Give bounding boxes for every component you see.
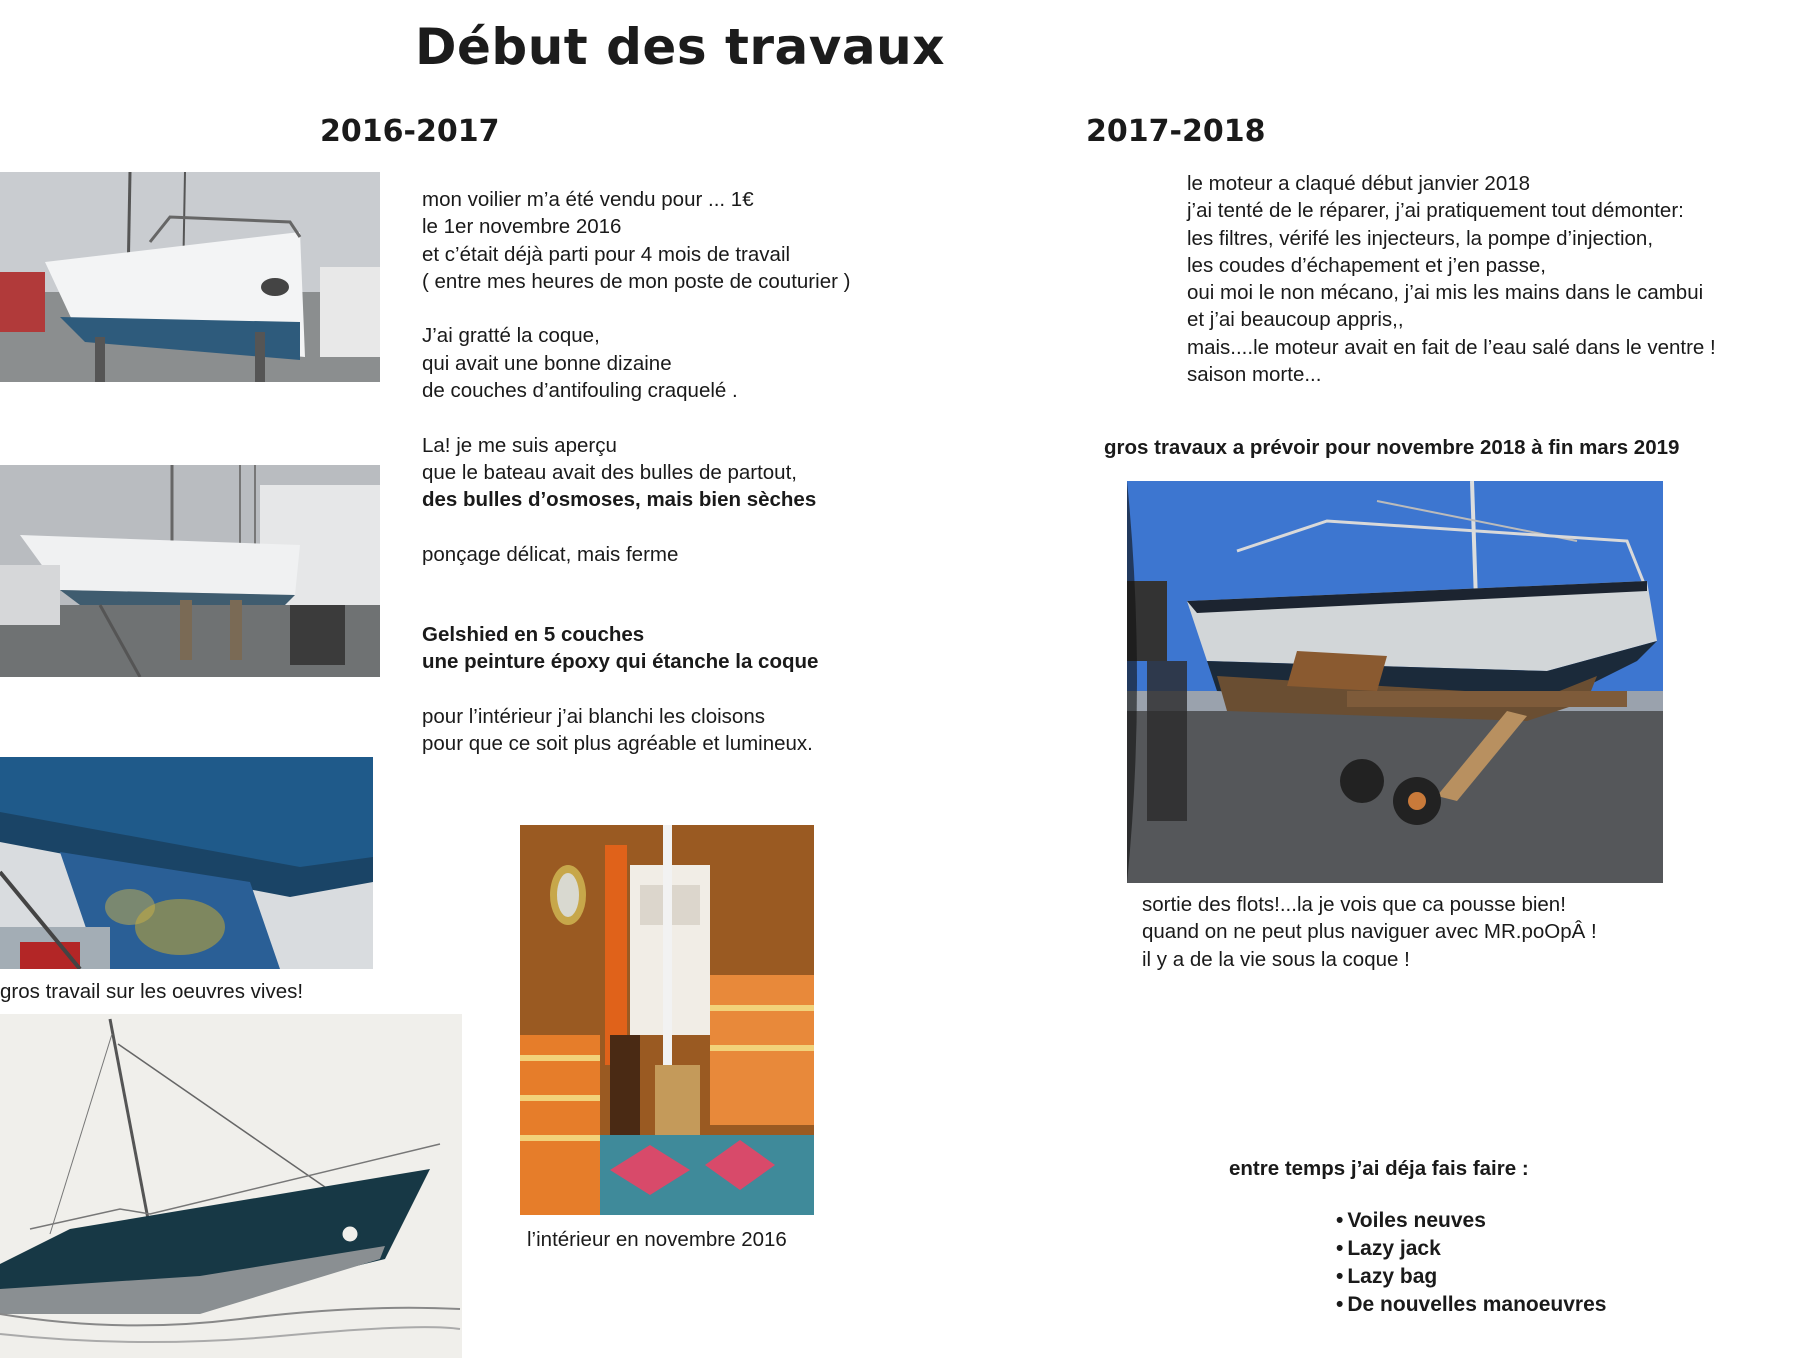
text-line: ponçage délicat, mais ferme bbox=[422, 542, 679, 566]
list-item: • Lazy bag bbox=[1336, 1263, 1606, 1291]
photo-hull-closeup bbox=[0, 757, 373, 969]
text-line: La! je me suis aperçu bbox=[422, 433, 617, 457]
text-line: et c’était déjà parti pour 4 mois de travail bbox=[422, 242, 791, 266]
text-line: j’ai tenté de le réparer, j’ai pratiquement tout démonter: bbox=[1187, 199, 1684, 223]
text-line: sortie des flots!...la je vois que ca pousse bien! bbox=[1142, 893, 1566, 916]
page-title: Début des travaux bbox=[415, 18, 945, 76]
text-line: le 1er novembre 2016 bbox=[422, 215, 622, 239]
text-line: de couches d’antifouling craquelé . bbox=[422, 379, 738, 403]
caption-hull-work: gros travail sur les oeuvres vives! bbox=[0, 980, 304, 1003]
text-line: il y a de la vie sous la coque ! bbox=[1142, 947, 1410, 971]
text-line: qui avait une bonne dizaine bbox=[422, 351, 672, 375]
text-line: le moteur a claqué début janvier 2018 bbox=[1187, 172, 1531, 195]
photo-boat-shipyard bbox=[0, 465, 380, 677]
photo-interior bbox=[520, 825, 814, 1215]
drawing-sailboat bbox=[0, 1014, 462, 1358]
year-heading-2016-2017: 2016-2017 bbox=[320, 114, 500, 149]
list-item: • Voiles neuves bbox=[1336, 1207, 1606, 1235]
text-line: mon voilier m’a été vendu pour ... 1€ bbox=[422, 188, 754, 211]
done-heading: entre temps j’ai déja fais faire : bbox=[1229, 1157, 1529, 1180]
right-text-block bbox=[1187, 170, 1716, 388]
text-line: et j’ai beaucoup appris,, bbox=[1187, 308, 1404, 332]
text-line: mais....le moteur avait en fait de l’eau salé dans le ventre ! bbox=[1187, 335, 1716, 359]
photo-boat-ashore bbox=[0, 172, 380, 382]
caption-interior: l’intérieur en novembre 2016 bbox=[527, 1228, 787, 1251]
list-item: • Lazy jack bbox=[1336, 1235, 1606, 1263]
text-line: les coudes d’échapement et j’en passe, bbox=[1187, 253, 1546, 277]
text-line-bold: des bulles d’osmoses, mais bien sèches bbox=[422, 488, 817, 512]
text-line: quand on ne peut plus naviguer avec MR.poOpÂ ! bbox=[1142, 920, 1597, 944]
done-list bbox=[1336, 1207, 1606, 1319]
text-line: saison morte... bbox=[1187, 363, 1322, 387]
trailer-caption bbox=[1142, 891, 1597, 973]
list-item: • De nouvelles manoeuvres bbox=[1336, 1291, 1606, 1319]
year-heading-2017-2018: 2017-2018 bbox=[1086, 114, 1266, 149]
left-text-block-2 bbox=[422, 621, 818, 757]
text-line: pour que ce soit plus agréable et lumineux. bbox=[422, 732, 813, 756]
text-line: que le bateau avait des bulles de partout, bbox=[422, 460, 797, 484]
works-planned-heading: gros travaux a prévoir pour novembre 2018 à fin mars 2019 bbox=[1104, 436, 1680, 459]
text-line-bold: Gelshied en 5 couches bbox=[422, 623, 645, 646]
left-text-block bbox=[422, 186, 850, 568]
text-line: les filtres, vérifé les injecteurs, la pompe d’injection, bbox=[1187, 226, 1654, 250]
text-line: ( entre mes heures de mon poste de couturier ) bbox=[422, 269, 851, 293]
text-line: oui moi le non mécano, j’ai mis les mains dans le cambui bbox=[1187, 281, 1704, 305]
text-line: J’ai gratté la coque, bbox=[422, 324, 600, 348]
text-line: pour l’intérieur j’ai blanchi les cloisons bbox=[422, 704, 765, 728]
text-line-bold: une peinture époxy qui étanche la coque bbox=[422, 650, 819, 674]
photo-boat-on-trailer bbox=[1127, 481, 1663, 883]
